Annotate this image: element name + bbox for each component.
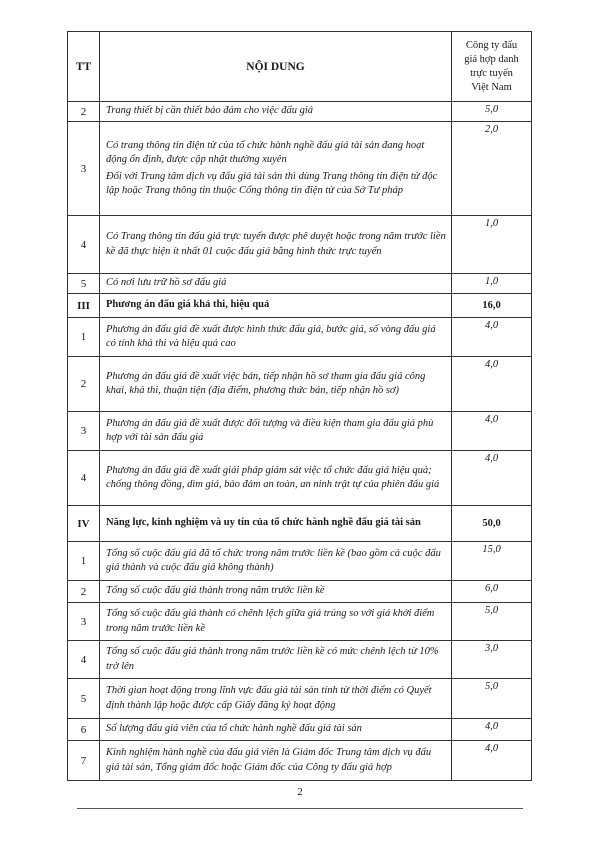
table-row	[68, 294, 532, 318]
table-row	[68, 603, 532, 641]
row-content-paragraph: Phương án đấu giá đề xuất việc bán, tiếp nhận hồ sơ tham gia đấu giá công khai, khả thi, thuận tiện (địa điểm, phương thức bán, tiếp nhận hồ sơ)	[106, 370, 426, 396]
table-row	[68, 679, 532, 719]
row-content	[100, 451, 452, 506]
table-row	[68, 412, 532, 451]
row-tt: 2	[68, 102, 100, 122]
row-content-paragraph: Số lượng đấu giá viên của tổ chức hành nghề đấu giá tài sản	[106, 723, 362, 735]
row-content	[100, 294, 452, 318]
header-content: NỘI DUNG	[100, 32, 452, 102]
table-row	[68, 719, 532, 741]
header-company-line: giá hợp danh	[464, 53, 519, 65]
table-body	[68, 102, 532, 781]
row-content	[100, 412, 452, 451]
row-tt: III	[68, 294, 100, 318]
row-score: 3,0	[452, 641, 532, 679]
table-row	[68, 641, 532, 679]
row-content-paragraph: Đối với Trung tâm dịch vụ đấu giá tài sản thì dùng Trang thông tin điện tử độc lập hoặc Trang thông tin thuộc Cổng thông tin điện tử của Sở Tư pháp	[106, 170, 438, 196]
table-row	[68, 741, 532, 781]
row-content-paragraph: Kinh nghiệm hành nghề của đấu giá viên là Giám đốc Trung tâm dịch vụ đấu giá tài sản, Tổng giám đốc hoặc Giám đốc của Công ty đấu giá hợp	[106, 747, 432, 773]
row-content-paragraph: Phương án đấu giá đề xuất được đối tượng và điều kiện tham gia đấu giá phù hợp với tài sản đấu giá	[106, 417, 434, 443]
row-score: 4,0	[452, 451, 532, 506]
row-content-paragraph: Có trang thông tin điện tử của tổ chức hành nghề đấu giá tài sản đang hoạt động ổn định, được cập nhật thường xuyên	[106, 139, 425, 165]
row-score: 6,0	[452, 581, 532, 603]
table-row	[68, 357, 532, 412]
row-content-paragraph: Phương án đấu giá đề xuất được hình thức đấu giá, bước giá, số vòng đấu giá có tính khả thi và hiệu quả cao	[106, 323, 436, 349]
row-content-paragraph: Thời gian hoạt động trong lĩnh vực đấu giá tài sản tính từ thời điểm có Quyết định thành lập hoặc được cấp Giấy đăng ký hoạt động	[106, 685, 432, 711]
row-tt: 7	[68, 741, 100, 781]
table-row	[68, 451, 532, 506]
row-content-paragraph: Năng lực, kinh nghiệm và uy tín của tổ chức hành nghề đấu giá tài sản	[106, 517, 421, 529]
header-company-line: Việt Nam	[471, 81, 512, 93]
row-content	[100, 542, 452, 581]
row-score: 4,0	[452, 357, 532, 412]
row-tt: 5	[68, 274, 100, 294]
row-score: 5,0	[452, 679, 532, 719]
row-tt: IV	[68, 506, 100, 542]
row-tt: 1	[68, 542, 100, 581]
row-content-paragraph: Có Trang thông tin đấu giá trực tuyến được phê duyệt hoặc trong năm trước liền kề đã thực hiện ít nhất 01 cuộc đấu giá bằng hình thức trực tuyến	[106, 231, 446, 257]
table-row	[68, 122, 532, 216]
row-tt: 3	[68, 603, 100, 641]
row-tt: 2	[68, 581, 100, 603]
row-content	[100, 318, 452, 357]
row-tt: 5	[68, 679, 100, 719]
row-tt: 4	[68, 451, 100, 506]
row-score: 1,0	[452, 216, 532, 274]
row-score: 1,0	[452, 274, 532, 294]
row-tt: 3	[68, 122, 100, 216]
row-tt: 3	[68, 412, 100, 451]
table-row	[68, 216, 532, 274]
row-score: 5,0	[452, 102, 532, 122]
row-score: 4,0	[452, 318, 532, 357]
row-score: 4,0	[452, 741, 532, 781]
row-tt: 2	[68, 357, 100, 412]
row-score: 5,0	[452, 603, 532, 641]
row-score: 15,0	[452, 542, 532, 581]
header-company	[452, 32, 532, 102]
table-row	[68, 542, 532, 581]
row-score: 50,0	[452, 506, 532, 542]
row-content	[100, 274, 452, 294]
table-row	[68, 274, 532, 294]
row-content	[100, 719, 452, 741]
row-content-paragraph: Trang thiết bị cần thiết bảo đảm cho việc đấu giá	[106, 105, 314, 117]
footer-divider	[77, 808, 523, 809]
row-content-paragraph: Tổng số cuộc đấu giá đã tổ chức trong năm trước liền kề (bao gồm cả cuộc đấu giá thành và cuộc đấu giá không thành)	[106, 547, 441, 573]
row-content	[100, 357, 452, 412]
header-tt: TT	[68, 32, 100, 102]
row-content	[100, 641, 452, 679]
row-score: 4,0	[452, 719, 532, 741]
row-tt: 6	[68, 719, 100, 741]
header-company-line: Công ty đấu	[465, 39, 518, 51]
row-content-paragraph: Tổng số cuộc đấu giá thành có chênh lệch giữa giá trúng so với giá khởi điểm trong năm trước liền kề	[106, 608, 435, 634]
row-score: 16,0	[452, 294, 532, 318]
row-content	[100, 216, 452, 274]
row-content	[100, 581, 452, 603]
row-score: 4,0	[452, 412, 532, 451]
page-number: 2	[297, 786, 303, 798]
row-content	[100, 506, 452, 542]
row-content	[100, 102, 452, 122]
table-row	[68, 318, 532, 357]
table-row	[68, 506, 532, 542]
row-content-paragraph: Tổng số cuộc đấu giá thành trong năm trước liền kề	[106, 585, 325, 597]
table-row	[68, 581, 532, 603]
row-content	[100, 122, 452, 216]
row-content	[100, 679, 452, 719]
row-score: 2,0	[452, 122, 532, 216]
table-row	[68, 102, 532, 122]
row-content-paragraph: Phương án đấu giá đề xuất giải pháp giám sát việc tổ chức đấu giá hiệu quả; chống thông đồng, dìm giá, bảo đảm an toàn, an ninh trật tự của phiên đấu giá	[106, 464, 440, 490]
row-content-paragraph: Phương án đấu giá khả thi, hiệu quả	[106, 299, 270, 311]
row-content	[100, 603, 452, 641]
row-content	[100, 741, 452, 781]
scoring-table	[67, 31, 532, 781]
row-tt: 4	[68, 641, 100, 679]
row-tt: 4	[68, 216, 100, 274]
row-content-paragraph: Có nơi lưu trữ hồ sơ đấu giá	[106, 277, 227, 289]
table-header-row	[68, 32, 532, 102]
row-tt: 1	[68, 318, 100, 357]
row-content-paragraph: Tổng số cuộc đấu giá thành trong năm trước liền kề có mức chênh lệch từ 10% trở lên	[106, 646, 439, 672]
header-company-line: trực tuyến	[470, 67, 513, 79]
